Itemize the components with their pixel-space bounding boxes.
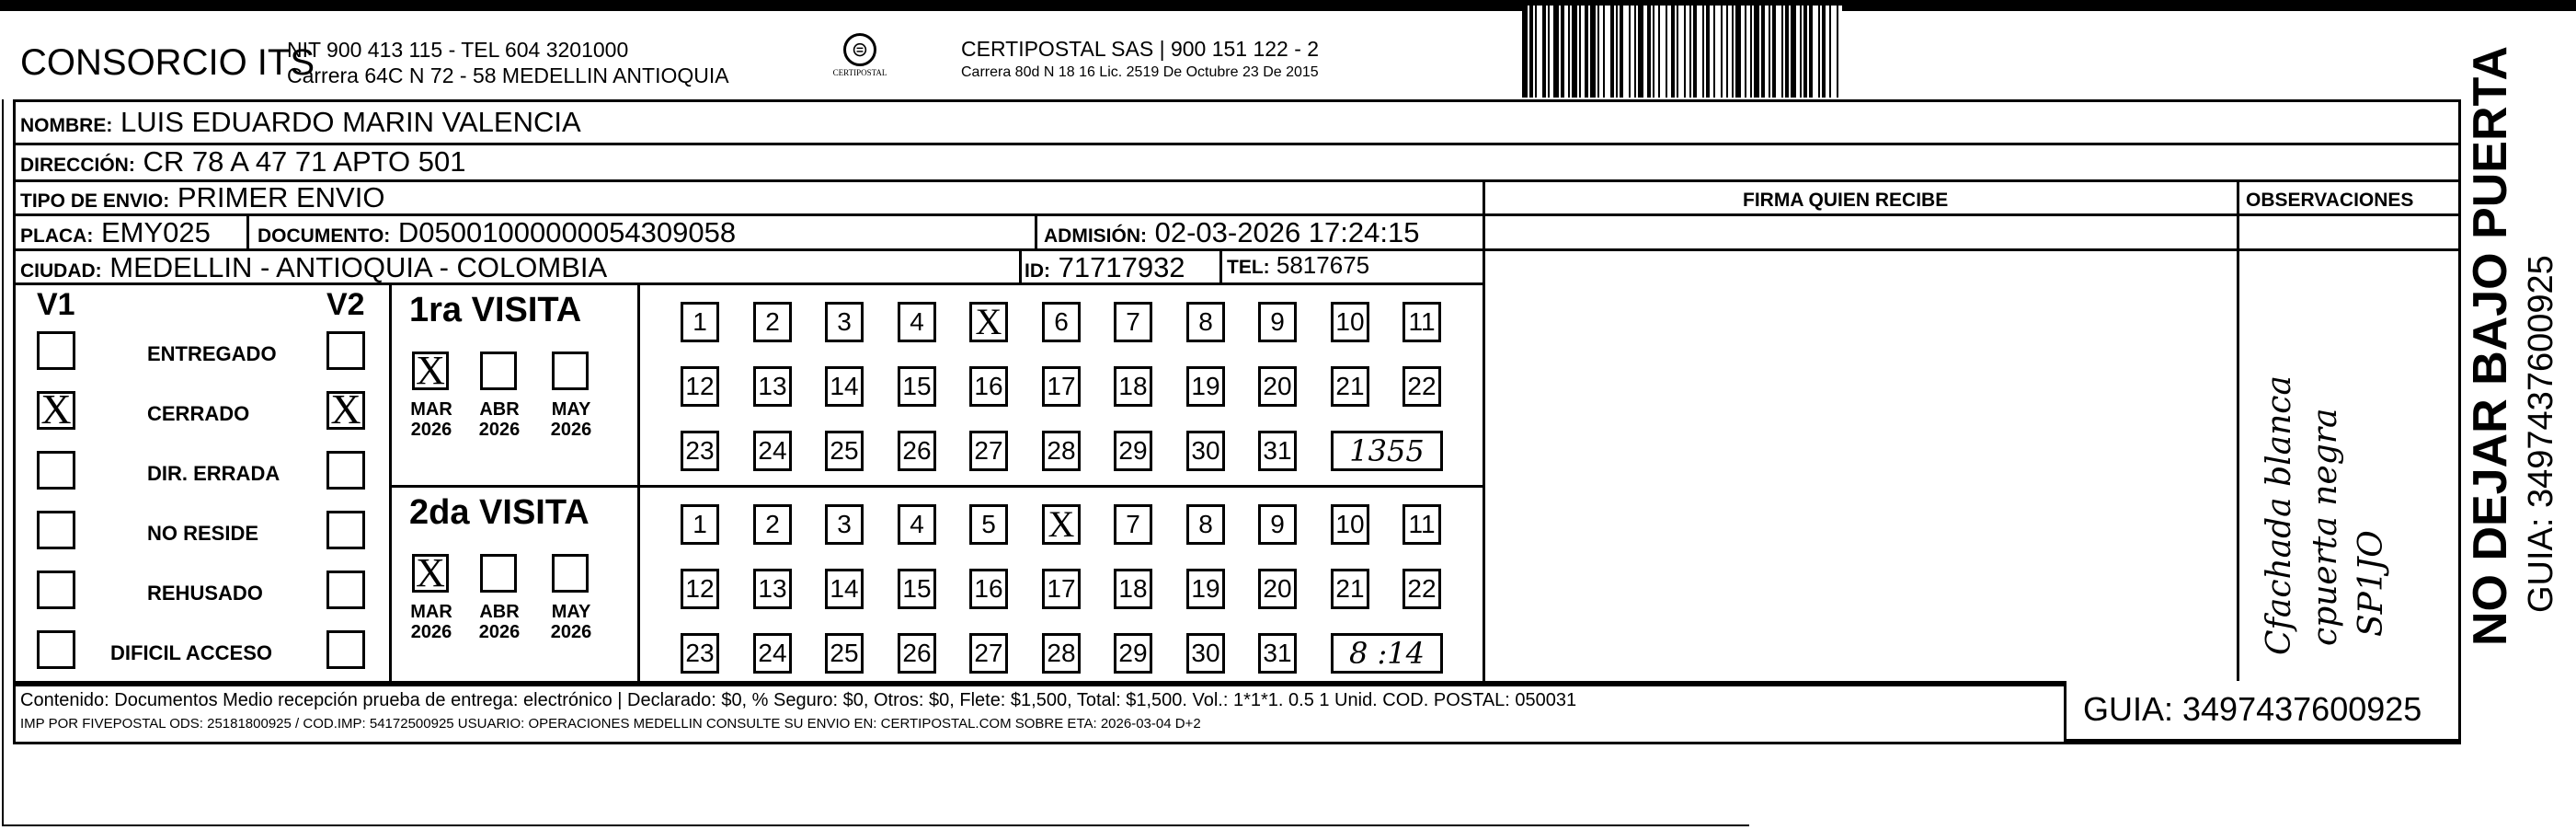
month-year: 2026: [478, 420, 521, 440]
imp-line: IMP POR FIVEPOSTAL ODS: 25181800925 / COD.IMP: 54172500925 USUARIO: OPERACIONES MEDELLIN CONSULTE SU ENVIO EN: CERTIPOSTAL.COM SOBRE ETA: 2026-03-04 D+2: [20, 716, 1201, 732]
barcode: [1522, 6, 1842, 98]
day-cell: 23: [681, 633, 719, 674]
month-checkbox: [552, 352, 589, 390]
v1-checkbox: [37, 451, 75, 490]
day-cell: 17: [1042, 366, 1081, 407]
page-edge-left: [2, 99, 4, 826]
day-cell: 20: [1258, 366, 1297, 407]
tel-value: 5817675: [1276, 251, 1370, 279]
id-label: ID:: [1025, 260, 1050, 282]
nit-line: NIT 900 413 115 - TEL 604 3201000: [287, 38, 629, 62]
status-label: CERRADO: [147, 402, 250, 425]
documento-cell: [258, 216, 736, 249]
v1-checkbox: [37, 331, 75, 370]
day-cell: 2: [753, 504, 792, 545]
month-label: [543, 399, 600, 440]
ciudad-value: MEDELLIN - ANTIOQUIA - COLOMBIA: [109, 251, 608, 283]
day-cell: 3: [825, 302, 864, 342]
day-cell: 20: [1258, 569, 1297, 609]
logo-icon: ⊜: [843, 33, 876, 66]
v2-checkbox: [326, 630, 365, 669]
documento-label: DOCUMENTO:: [258, 225, 391, 247]
status-label: REHUSADO: [147, 582, 263, 605]
day-cell: 27: [969, 431, 1008, 471]
day-cell: 31: [1258, 633, 1297, 674]
day-cell: 18: [1114, 569, 1152, 609]
no-dejar-bajo-puerta-label: NO DEJAR BAJO PUERTA: [2464, 45, 2517, 646]
guia-number: GUIA: 3497437600925: [2083, 690, 2422, 728]
month-checkbox: [480, 352, 517, 390]
month-checkbox: [480, 554, 517, 593]
observacion-line: SP1JO: [2353, 530, 2390, 637]
admision-label: ADMISIÓN:: [1044, 225, 1147, 247]
direccion-row: [20, 145, 465, 179]
visit-title: 2da VISITA: [409, 493, 590, 532]
day-cell: 11: [1402, 504, 1441, 545]
month-label: [403, 399, 460, 440]
month-name: MAR: [410, 602, 452, 622]
divider: [1219, 248, 1222, 282]
placa-value: EMY025: [100, 216, 211, 248]
day-cell: X: [969, 302, 1008, 342]
day-cell: 2: [753, 302, 792, 342]
day-cell: 4: [898, 302, 936, 342]
month-label: [471, 602, 528, 642]
month-year: 2026: [550, 420, 592, 440]
v1-checkbox: [37, 630, 75, 669]
day-cell: 11: [1402, 302, 1441, 342]
day-cell: 30: [1186, 431, 1225, 471]
page-edge-bottom: [2, 824, 1749, 826]
nombre-row: [20, 106, 581, 139]
day-cell: 23: [681, 431, 719, 471]
day-cell: 7: [1114, 504, 1152, 545]
day-cell: 28: [1042, 633, 1081, 674]
day-cell: 18: [1114, 366, 1152, 407]
v2-header: V2: [326, 287, 365, 322]
time-cell: 1355: [1331, 431, 1443, 471]
day-cell: 8: [1186, 504, 1225, 545]
divider: [13, 681, 16, 742]
day-cell: 29: [1114, 633, 1152, 674]
month-name: ABR: [479, 602, 520, 622]
day-cell: 26: [898, 431, 936, 471]
month-name: MAR: [410, 399, 452, 420]
divider: [2237, 179, 2239, 681]
ciudad-cell: [20, 251, 607, 284]
company-name: CONSORCIO ITS: [20, 42, 315, 83]
month-name: ABR: [479, 399, 520, 420]
tipo-envio-value: PRIMER ENVIO: [177, 181, 385, 213]
tel-cell: [1227, 251, 1369, 280]
v2-checkbox: [326, 511, 365, 549]
day-cell: 4: [898, 504, 936, 545]
day-cell: 5: [969, 504, 1008, 545]
ciudad-label: CIUDAD:: [20, 260, 102, 282]
day-cell: 22: [1402, 569, 1441, 609]
tel-label: TEL:: [1227, 257, 1270, 278]
v1-checkbox: [37, 571, 75, 609]
status-label: DIFICIL ACCESO: [110, 641, 273, 664]
divider: [389, 282, 392, 681]
guia-box: [2064, 681, 2461, 742]
day-cell: 13: [753, 569, 792, 609]
month-label: [471, 399, 528, 440]
month-year: 2026: [478, 622, 521, 642]
day-cell: 9: [1258, 302, 1297, 342]
day-cell: 1: [681, 504, 719, 545]
day-cell: 16: [969, 366, 1008, 407]
day-cell: 29: [1114, 431, 1152, 471]
company-info: [287, 37, 729, 88]
day-cell: 24: [753, 431, 792, 471]
divider: [637, 282, 640, 681]
day-cell: 1: [681, 302, 719, 342]
day-cell: 10: [1331, 302, 1369, 342]
admision-cell: [1044, 216, 1419, 249]
certipostal-logo: [830, 33, 889, 88]
observacion-line: cpuerta negra: [2307, 408, 2344, 646]
day-cell: 19: [1186, 366, 1225, 407]
day-cell: 15: [898, 366, 936, 407]
day-cell: 14: [825, 569, 864, 609]
day-cell: 9: [1258, 504, 1297, 545]
month-checkbox: X: [412, 352, 449, 390]
top-border-line: [0, 0, 2576, 11]
day-cell: 25: [825, 431, 864, 471]
status-label: DIR. ERRADA: [147, 462, 280, 485]
tipo-envio-label: TIPO DE ENVIO:: [20, 190, 170, 212]
day-cell: 8: [1186, 302, 1225, 342]
day-cell: 21: [1331, 366, 1369, 407]
day-cell: 26: [898, 633, 936, 674]
company-address: Carrera 64C N 72 - 58 MEDELLIN ANTIOQUIA: [287, 63, 729, 87]
day-cell: 3: [825, 504, 864, 545]
v2-checkbox: X: [326, 391, 365, 430]
month-name: MAY: [551, 399, 591, 420]
day-cell: 13: [753, 366, 792, 407]
v1-checkbox: X: [37, 391, 75, 430]
v2-checkbox: [326, 451, 365, 490]
time-cell: 8 :14: [1331, 633, 1443, 674]
day-cell: 24: [753, 633, 792, 674]
divider: [1035, 213, 1037, 248]
v1-checkbox: [37, 511, 75, 549]
month-year: 2026: [410, 420, 452, 440]
divider: [246, 213, 249, 248]
contenido-line: Contenido: Documentos Medio recepción prueba de entrega: electrónico | Declarado: $0, % Seguro: $0, Otros: $0, Flete: $1,500, Total: $1,500. Vol.: 1*1*1. 0.5 1 Unid. COD. POSTAL: 050031: [20, 690, 1577, 710]
day-cell: 16: [969, 569, 1008, 609]
month-checkbox: [552, 554, 589, 593]
month-name: MAY: [551, 602, 591, 622]
month-label: [543, 602, 600, 642]
divider: [2458, 681, 2461, 742]
nombre-value: LUIS EDUARDO MARIN VALENCIA: [120, 106, 581, 138]
certipostal-address: Carrera 80d N 18 16 Lic. 2519 De Octubre 23 De 2015: [961, 64, 1319, 80]
divider: [1484, 248, 2238, 251]
month-checkbox: X: [412, 554, 449, 593]
day-cell: 25: [825, 633, 864, 674]
firma-header: FIRMA QUIEN RECIBE: [1743, 190, 1949, 211]
divider: [1483, 179, 1485, 681]
documento-value: D05001000000054309058: [397, 216, 737, 248]
id-cell: [1025, 251, 1185, 284]
visit-title: 1ra VISITA: [409, 291, 582, 329]
day-cell: 10: [1331, 504, 1369, 545]
barcode-bar: [1838, 6, 1842, 98]
status-label: NO RESIDE: [147, 522, 259, 545]
observaciones-header: OBSERVACIONES: [2246, 190, 2414, 211]
side-guia-label: GUIA: 3497437600925: [2522, 255, 2560, 613]
certipostal-line: CERTIPOSTAL SAS | 900 151 122 - 2: [961, 37, 1320, 61]
day-cell: 14: [825, 366, 864, 407]
logo-label: CERTIPOSTAL: [832, 68, 887, 77]
day-cell: 31: [1258, 431, 1297, 471]
day-cell: 7: [1114, 302, 1152, 342]
day-cell: 30: [1186, 633, 1225, 674]
day-cell: 15: [898, 569, 936, 609]
placa-label: PLACA:: [20, 225, 94, 247]
observacion-line: Cfachada blanca: [2261, 375, 2298, 655]
placa-cell: [20, 216, 211, 249]
day-cell: 19: [1186, 569, 1225, 609]
day-cell: 27: [969, 633, 1008, 674]
status-label: ENTREGADO: [147, 342, 277, 365]
day-cell: X: [1042, 504, 1081, 545]
admision-value: 02-03-2026 17:24:15: [1154, 216, 1420, 248]
direccion-value: CR 78 A 47 71 APTO 501: [143, 145, 466, 178]
day-cell: 12: [681, 366, 719, 407]
v1-header: V1: [37, 287, 75, 322]
day-cell: 6: [1042, 302, 1081, 342]
day-cell: 22: [1402, 366, 1441, 407]
month-year: 2026: [410, 622, 452, 642]
divider: [2238, 248, 2461, 251]
month-year: 2026: [550, 622, 592, 642]
v2-checkbox: [326, 571, 365, 609]
day-cell: 28: [1042, 431, 1081, 471]
divider: [1019, 248, 1022, 282]
direccion-label: DIRECCIÓN:: [20, 155, 135, 176]
day-cell: 12: [681, 569, 719, 609]
id-value: 71717932: [1058, 251, 1185, 283]
day-cell: 17: [1042, 569, 1081, 609]
divider: [13, 742, 2461, 744]
certipostal-info: [961, 37, 1319, 85]
tipo-envio-row: [20, 181, 384, 214]
divider: [391, 485, 1485, 488]
nombre-label: NOMBRE:: [20, 115, 113, 136]
v2-checkbox: [326, 331, 365, 370]
day-cell: 21: [1331, 569, 1369, 609]
month-label: [403, 602, 460, 642]
